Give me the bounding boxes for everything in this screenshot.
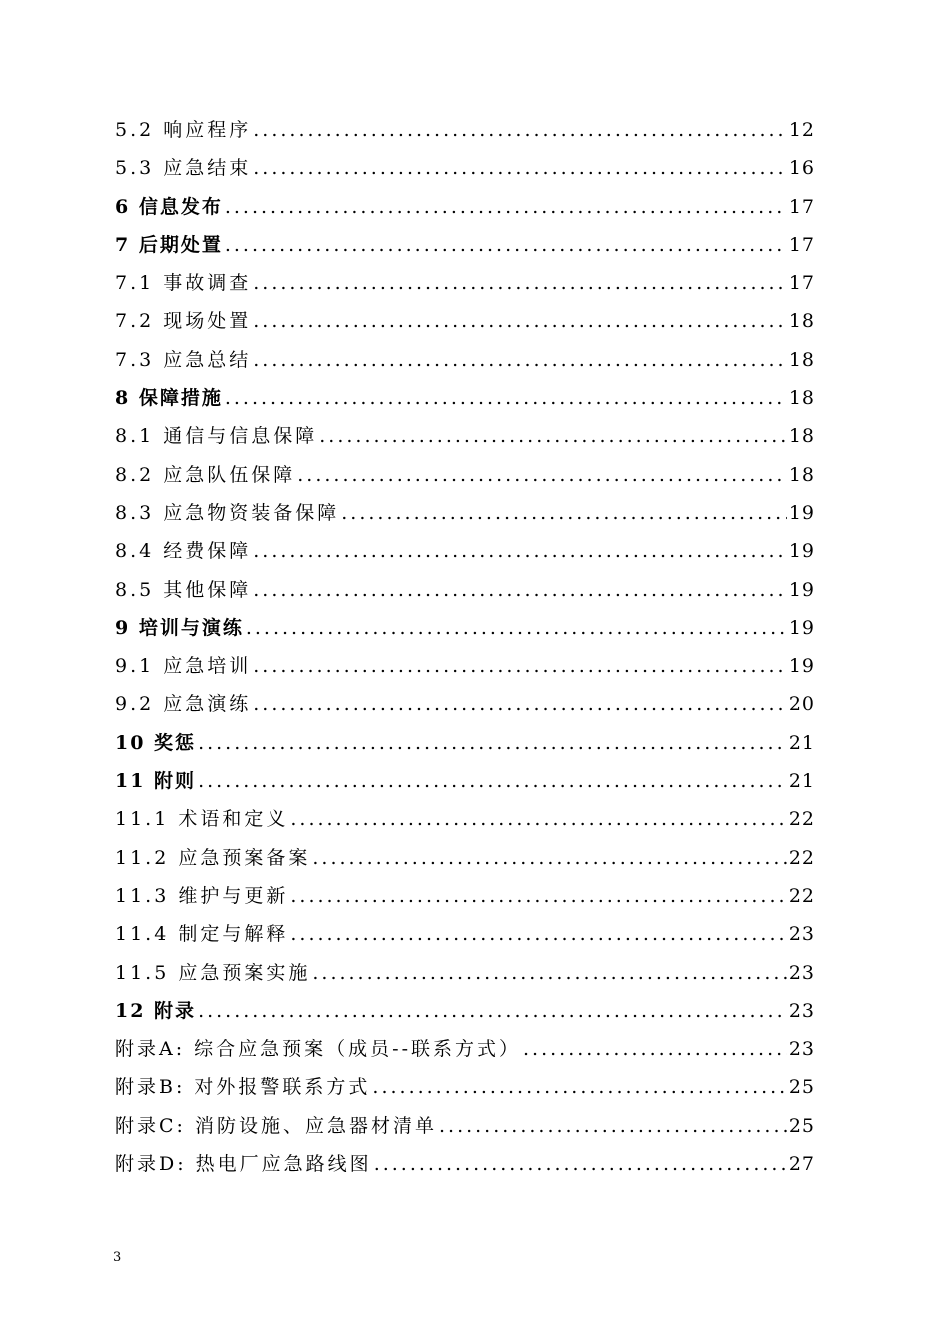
toc-entry-page: 19	[788, 501, 815, 524]
toc-entry[interactable]	[115, 954, 815, 992]
dot-leader	[312, 839, 786, 877]
toc-entry-page: 18	[788, 425, 815, 448]
toc-entry[interactable]	[115, 1145, 815, 1183]
toc-entry-title: 11.1 术语和定义	[115, 808, 289, 831]
toc-entry-page: 19	[788, 578, 815, 601]
dot-leader	[225, 188, 787, 226]
toc-entry-page: 18	[788, 463, 815, 486]
toc-entry-title: 8.5 其他保障	[115, 578, 252, 601]
toc-entry-title: 9.1 应急培训	[115, 655, 252, 678]
toc-entry-page: 19	[788, 540, 815, 563]
toc-entry-page: 12	[788, 119, 815, 141]
dot-leader	[225, 226, 787, 264]
toc-entry[interactable]	[115, 302, 815, 340]
toc-entry[interactable]	[115, 111, 815, 149]
toc-entry-title: 7.3 应急总结	[115, 348, 252, 371]
toc-entry-title: 7 后期处置	[115, 233, 223, 256]
toc-entry[interactable]	[115, 1068, 815, 1106]
toc-entry-title: 8.2 应急队伍保障	[115, 463, 296, 486]
toc-entry-title: 附录B: 对外报警联系方式	[115, 1076, 371, 1099]
toc-entry-page: 23	[788, 999, 815, 1022]
toc-entry-page: 18	[788, 310, 815, 333]
toc-entry-page: 18	[788, 387, 815, 410]
toc-entry-title: 7.1 事故调查	[115, 272, 252, 295]
toc-entry-title: 11 附则	[115, 770, 197, 793]
toc-entry-page: 21	[788, 770, 815, 793]
toc-entry-page: 20	[788, 693, 815, 716]
toc-entry[interactable]	[115, 800, 815, 838]
dot-leader	[253, 647, 787, 685]
toc-entry-title: 8.4 经费保障	[115, 540, 252, 563]
toc-entry[interactable]	[115, 341, 815, 379]
toc-entry-title: 11.2 应急预案备案	[115, 846, 311, 869]
toc-entry[interactable]	[115, 264, 815, 302]
toc-entry[interactable]	[115, 992, 815, 1030]
toc-entry[interactable]	[115, 839, 815, 877]
toc-entry-title: 9.2 应急演练	[115, 693, 252, 716]
toc-entry-title: 8.1 通信与信息保障	[115, 425, 318, 448]
dot-leader	[374, 1145, 787, 1183]
toc-entry-page: 17	[788, 233, 815, 256]
toc-entry[interactable]	[115, 456, 815, 494]
dot-leader	[319, 417, 787, 455]
toc-entry-title: 附录D: 热电厂应急路线图	[115, 1153, 372, 1176]
dot-leader	[253, 685, 787, 723]
dot-leader	[253, 111, 787, 149]
dot-leader	[290, 915, 786, 953]
toc-entry[interactable]	[115, 762, 815, 800]
toc-entry-title: 5.2 响应程序	[115, 119, 252, 141]
dot-leader	[253, 341, 787, 379]
toc-entry[interactable]	[115, 494, 815, 532]
table-of-contents	[115, 111, 815, 1183]
toc-entry[interactable]	[115, 417, 815, 455]
toc-entry[interactable]	[115, 226, 815, 264]
toc-entry-page: 16	[788, 157, 815, 180]
toc-entry-title: 8 保障措施	[115, 387, 223, 410]
toc-entry-title: 9 培训与演练	[115, 616, 244, 639]
dot-leader	[253, 264, 787, 302]
toc-entry-title: 5.3 应急结束	[115, 157, 252, 180]
dot-leader	[297, 456, 787, 494]
toc-entry-page: 19	[788, 616, 815, 639]
toc-entry[interactable]	[115, 1030, 815, 1068]
page-number: 3	[113, 1250, 122, 1265]
dot-leader	[523, 1030, 787, 1068]
dot-leader	[198, 992, 787, 1030]
toc-entry-page: 22	[788, 846, 815, 869]
toc-entry-title: 12 附录	[115, 999, 197, 1022]
dot-leader	[253, 532, 787, 570]
dot-leader	[253, 149, 787, 187]
dot-leader	[198, 762, 787, 800]
dot-leader	[253, 302, 787, 340]
toc-entry[interactable]	[115, 188, 815, 226]
dot-leader	[253, 571, 787, 609]
toc-entry-page: 18	[788, 348, 815, 371]
dot-leader	[341, 494, 787, 532]
toc-entry[interactable]	[115, 532, 815, 570]
dot-leader	[290, 800, 786, 838]
toc-entry-title: 11.5 应急预案实施	[115, 961, 311, 984]
toc-entry-title: 附录A: 综合应急预案（成员--联系方式）	[115, 1038, 522, 1061]
dot-leader	[372, 1068, 786, 1106]
toc-entry[interactable]	[115, 724, 815, 762]
toc-entry-page: 23	[788, 961, 815, 984]
toc-entry-title: 11.4 制定与解释	[115, 923, 289, 946]
toc-entry-page: 22	[788, 884, 815, 907]
toc-entry-page: 25	[788, 1076, 815, 1099]
dot-leader	[312, 954, 786, 992]
toc-entry-page: 25	[788, 1114, 815, 1137]
toc-entry-page: 19	[788, 655, 815, 678]
dot-leader	[225, 379, 787, 417]
dot-leader	[290, 877, 786, 915]
toc-entry[interactable]	[115, 647, 815, 685]
toc-entry-title: 10 奖惩	[115, 731, 197, 754]
toc-entry-page: 22	[788, 808, 815, 831]
toc-entry-title: 11.3 维护与更新	[115, 884, 289, 907]
toc-entry[interactable]	[115, 915, 815, 953]
toc-entry[interactable]	[115, 379, 815, 417]
toc-entry-page: 17	[788, 272, 815, 295]
dot-leader	[439, 1107, 787, 1145]
dot-leader	[246, 609, 787, 647]
toc-entry-page: 23	[788, 1038, 815, 1061]
toc-entry[interactable]	[115, 877, 815, 915]
dot-leader	[198, 724, 787, 762]
toc-entry-title: 7.2 现场处置	[115, 310, 252, 333]
toc-entry-page: 21	[788, 731, 815, 754]
toc-entry[interactable]	[115, 149, 815, 187]
toc-entry-page: 17	[788, 195, 815, 218]
toc-entry[interactable]	[115, 609, 815, 647]
toc-entry[interactable]	[115, 685, 815, 723]
toc-entry-page: 27	[788, 1153, 815, 1176]
toc-entry[interactable]	[115, 571, 815, 609]
toc-entry-page: 23	[788, 923, 815, 946]
toc-entry-title: 附录C: 消防设施、应急器材清单	[115, 1114, 437, 1137]
toc-entry-title: 8.3 应急物资装备保障	[115, 501, 340, 524]
toc-entry-title: 6 信息发布	[115, 195, 223, 218]
toc-entry[interactable]	[115, 1107, 815, 1145]
